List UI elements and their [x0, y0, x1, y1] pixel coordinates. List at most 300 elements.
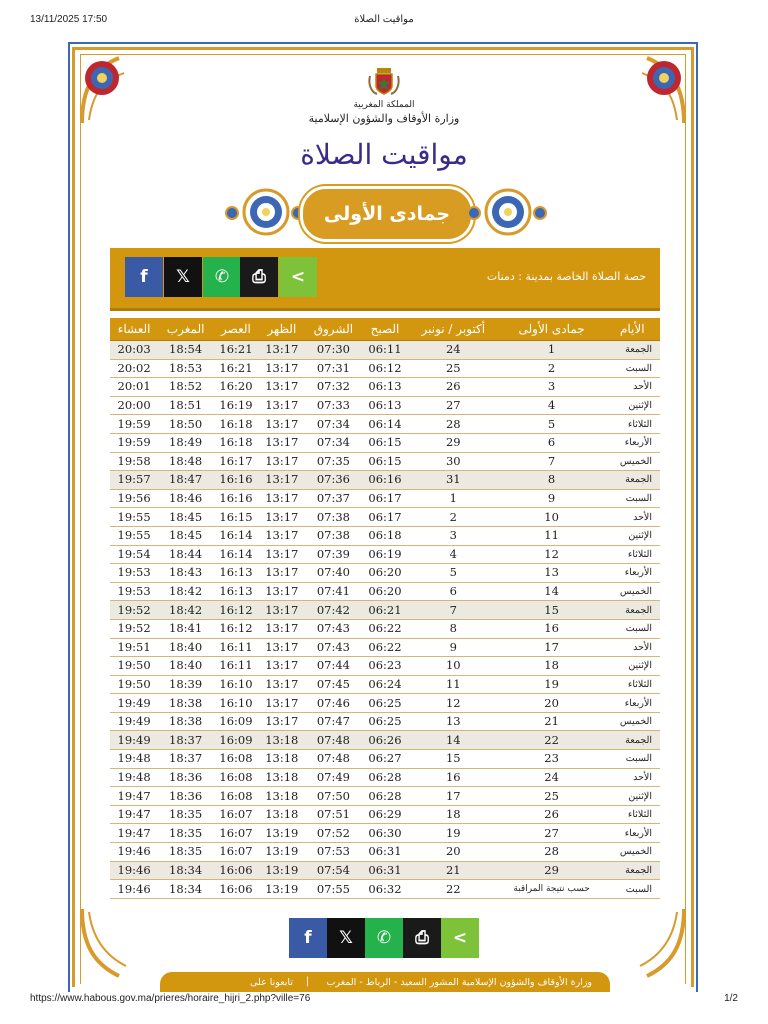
- table-cell: 19:47: [110, 787, 158, 806]
- table-cell: 06:17: [362, 489, 408, 508]
- table-cell: 13:17: [259, 452, 305, 471]
- table-cell: 13:18: [259, 768, 305, 787]
- table-cell: الإثنين: [604, 396, 660, 415]
- table-cell: 13:19: [259, 880, 305, 899]
- table-cell: 14: [499, 582, 605, 601]
- table-cell: 22: [408, 880, 499, 899]
- table-cell: 06:28: [362, 768, 408, 787]
- table-cell: 16:19: [213, 396, 259, 415]
- table-cell: 13:19: [259, 824, 305, 843]
- table-cell: 07:35: [305, 452, 362, 471]
- table-cell: 13:18: [259, 805, 305, 824]
- table-cell: الجمعة: [604, 601, 660, 620]
- table-cell: 06:25: [362, 712, 408, 731]
- table-cell: 19:57: [110, 471, 158, 490]
- table-cell: 19:55: [110, 526, 158, 545]
- table-cell: 16:12: [213, 619, 259, 638]
- table-cell: 16:10: [213, 675, 259, 694]
- table-row: [110, 750, 660, 769]
- print-page-number: 1/2: [724, 993, 738, 1004]
- table-cell: 06:25: [362, 694, 408, 713]
- table-cell: 06:12: [362, 359, 408, 378]
- table-cell: 13:17: [259, 526, 305, 545]
- table-cell: 20: [408, 843, 499, 862]
- table-row: [110, 341, 660, 360]
- table-cell: 07:53: [305, 843, 362, 862]
- table-row: [110, 880, 660, 899]
- x-icon: 𝕏: [339, 928, 353, 948]
- share-button[interactable]: [279, 257, 317, 297]
- table-cell: 19:53: [110, 582, 158, 601]
- table-row: [110, 564, 660, 583]
- table-cell: الخميس: [604, 712, 660, 731]
- table-cell: 18:45: [158, 526, 213, 545]
- table-cell: 18: [499, 657, 605, 676]
- table-cell: 10: [499, 508, 605, 527]
- table-cell: الأحد: [604, 638, 660, 657]
- table-cell: 26: [499, 805, 605, 824]
- table-cell: 06:23: [362, 657, 408, 676]
- table-cell: الإثنين: [604, 526, 660, 545]
- ministry-logo: [300, 66, 468, 125]
- table-cell: 07:36: [305, 471, 362, 490]
- table-cell: 16:14: [213, 545, 259, 564]
- table-cell: 29: [499, 861, 605, 880]
- facebook-icon: f: [140, 267, 148, 287]
- corner-ornament-icon: [622, 48, 692, 128]
- table-cell: 19:49: [110, 712, 158, 731]
- table-cell: 16:12: [213, 601, 259, 620]
- table-cell: 13:19: [259, 843, 305, 862]
- table-cell: 16:13: [213, 582, 259, 601]
- table-cell: 18:43: [158, 564, 213, 583]
- table-cell: 13:17: [259, 619, 305, 638]
- table-cell: 06:20: [362, 564, 408, 583]
- table-cell: 20:03: [110, 341, 158, 360]
- table-cell: 20:01: [110, 378, 158, 397]
- table-cell: 4: [499, 396, 605, 415]
- table-cell: 06:18: [362, 526, 408, 545]
- table-cell: 06:30: [362, 824, 408, 843]
- table-cell: الأربعاء: [604, 824, 660, 843]
- table-cell: 13:17: [259, 471, 305, 490]
- table-cell: 07:43: [305, 638, 362, 657]
- table-cell: 29: [408, 433, 499, 452]
- table-cell: 14: [408, 731, 499, 750]
- table-cell: 19:49: [110, 731, 158, 750]
- table-row: [110, 526, 660, 545]
- hijri-month-badge: جمادى الأولى: [300, 186, 474, 242]
- table-cell: 07:43: [305, 619, 362, 638]
- table-cell: 13:17: [259, 508, 305, 527]
- table-cell: 5: [499, 415, 605, 434]
- table-cell: الأربعاء: [604, 433, 660, 452]
- table-cell: 06:31: [362, 861, 408, 880]
- table-cell: 13:17: [259, 694, 305, 713]
- table-cell: 18:39: [158, 675, 213, 694]
- table-cell: 13:17: [259, 564, 305, 583]
- table-row: [110, 805, 660, 824]
- table-cell: الخميس: [604, 582, 660, 601]
- table-cell: 07:54: [305, 861, 362, 880]
- table-cell: 16: [499, 619, 605, 638]
- table-cell: 07:51: [305, 805, 362, 824]
- table-cell: 07:50: [305, 787, 362, 806]
- table-cell: 16:06: [213, 861, 259, 880]
- table-cell: 15: [499, 601, 605, 620]
- table-cell: 9: [408, 638, 499, 657]
- table-cell: 06:22: [362, 619, 408, 638]
- table-cell: 13:17: [259, 675, 305, 694]
- corner-ornament-icon: [622, 904, 692, 984]
- table-cell: 06:16: [362, 471, 408, 490]
- table-cell: 06:11: [362, 341, 408, 360]
- table-cell: 19: [408, 824, 499, 843]
- table-cell: 28: [499, 843, 605, 862]
- column-header: العشاء: [110, 318, 158, 341]
- table-row: [110, 378, 660, 397]
- dot-ornament-icon: [532, 205, 548, 221]
- table-cell: 18:37: [158, 750, 213, 769]
- table-cell: 18:48: [158, 452, 213, 471]
- share-button-bottom[interactable]: [441, 918, 479, 958]
- table-cell: 18:40: [158, 657, 213, 676]
- table-row: [110, 694, 660, 713]
- whatsapp-share-button-bottom[interactable]: [365, 918, 403, 958]
- table-row: [110, 843, 660, 862]
- table-row: [110, 768, 660, 787]
- table-cell: 19:58: [110, 452, 158, 471]
- table-cell: الأربعاء: [604, 694, 660, 713]
- table-cell: 19:59: [110, 415, 158, 434]
- table-cell: 16:15: [213, 508, 259, 527]
- table-cell: الأحد: [604, 508, 660, 527]
- table-cell: 12: [499, 545, 605, 564]
- table-cell: 18:35: [158, 805, 213, 824]
- table-cell: 18:36: [158, 787, 213, 806]
- table-row: [110, 415, 660, 434]
- table-cell: السبت: [604, 619, 660, 638]
- table-cell: 07:34: [305, 433, 362, 452]
- table-cell: 13:17: [259, 341, 305, 360]
- table-cell: 19:46: [110, 861, 158, 880]
- coat-of-arms-icon: [367, 66, 401, 96]
- table-cell: 07:40: [305, 564, 362, 583]
- table-cell: الجمعة: [604, 861, 660, 880]
- table-cell: 19:54: [110, 545, 158, 564]
- table-cell: 18:34: [158, 880, 213, 899]
- table-cell: الجمعة: [604, 731, 660, 750]
- ministry-name: وزارة الأوقاف والشؤون الإسلامية: [308, 112, 460, 125]
- table-cell: الجمعة: [604, 471, 660, 490]
- table-cell: 13:17: [259, 638, 305, 657]
- table-cell: 18:42: [158, 601, 213, 620]
- table-cell: 16:21: [213, 359, 259, 378]
- city-label: حصة الصلاة الخاصة بمدينة : دمنات: [486, 270, 646, 283]
- table-cell: 18:35: [158, 824, 213, 843]
- table-cell: 19:47: [110, 805, 158, 824]
- column-header: الأيام: [604, 318, 660, 341]
- table-cell: 16:09: [213, 712, 259, 731]
- table-cell: 16:11: [213, 657, 259, 676]
- table-cell: 3: [408, 526, 499, 545]
- table-cell: 16:16: [213, 471, 259, 490]
- table-cell: الإثنين: [604, 787, 660, 806]
- table-cell: 07:48: [305, 731, 362, 750]
- table-cell: 28: [408, 415, 499, 434]
- table-cell: 18:41: [158, 619, 213, 638]
- table-cell: 23: [499, 750, 605, 769]
- table-cell: 13:17: [259, 396, 305, 415]
- table-cell: 07:44: [305, 657, 362, 676]
- column-header: المغرب: [158, 318, 213, 341]
- table-cell: 16:07: [213, 843, 259, 862]
- table-cell: 06:27: [362, 750, 408, 769]
- table-cell: 20: [499, 694, 605, 713]
- table-cell: 13:17: [259, 378, 305, 397]
- table-cell: 18:51: [158, 396, 213, 415]
- table-cell: 16:14: [213, 526, 259, 545]
- table-cell: 06:26: [362, 731, 408, 750]
- table-cell: 18:38: [158, 712, 213, 731]
- table-cell: 13:17: [259, 712, 305, 731]
- table-cell: 18: [408, 805, 499, 824]
- table-cell: 21: [408, 861, 499, 880]
- table-cell: 18:47: [158, 471, 213, 490]
- table-cell: 20:02: [110, 359, 158, 378]
- table-cell: 06:22: [362, 638, 408, 657]
- table-cell: 16: [408, 768, 499, 787]
- table-cell: السبت: [604, 750, 660, 769]
- table-row: [110, 545, 660, 564]
- table-cell: 8: [499, 471, 605, 490]
- table-cell: 07:46: [305, 694, 362, 713]
- table-cell: 1: [499, 341, 605, 360]
- table-row: [110, 861, 660, 880]
- table-cell: 19:48: [110, 768, 158, 787]
- kingdom-name: المملكة المغربية: [353, 100, 415, 110]
- table-cell: 20:00: [110, 396, 158, 415]
- table-row: [110, 787, 660, 806]
- table-cell: 13:17: [259, 582, 305, 601]
- table-cell: 07:52: [305, 824, 362, 843]
- table-cell: 06:21: [362, 601, 408, 620]
- x-share-button-bottom[interactable]: [327, 918, 365, 958]
- whatsapp-share-button[interactable]: [203, 257, 241, 297]
- footer-separator: |: [306, 976, 310, 987]
- table-cell: 16:16: [213, 489, 259, 508]
- table-row: [110, 601, 660, 620]
- table-cell: 13:17: [259, 433, 305, 452]
- facebook-share-button[interactable]: [125, 257, 163, 297]
- table-cell: السبت: [604, 489, 660, 508]
- table-cell: الثلاثاء: [604, 415, 660, 434]
- table-row: [110, 396, 660, 415]
- table-cell: الأحد: [604, 768, 660, 787]
- table-cell: 24: [408, 341, 499, 360]
- table-cell: 22: [499, 731, 605, 750]
- table-cell: 21: [499, 712, 605, 731]
- table-cell: 06:29: [362, 805, 408, 824]
- table-row: [110, 824, 660, 843]
- table-cell: 19:53: [110, 564, 158, 583]
- table-cell: 19:52: [110, 601, 158, 620]
- table-cell: 07:33: [305, 396, 362, 415]
- x-icon: 𝕏: [176, 267, 190, 287]
- table-cell: 16:21: [213, 341, 259, 360]
- table-row: [110, 712, 660, 731]
- table-cell: 18:42: [158, 582, 213, 601]
- table-cell: 13:17: [259, 415, 305, 434]
- table-cell: 16:08: [213, 787, 259, 806]
- table-row: [110, 638, 660, 657]
- table-cell: 06:32: [362, 880, 408, 899]
- table-cell: 16:10: [213, 694, 259, 713]
- table-cell: 19:56: [110, 489, 158, 508]
- table-cell: 06:20: [362, 582, 408, 601]
- table-cell: 07:38: [305, 508, 362, 527]
- table-cell: 07:38: [305, 526, 362, 545]
- table-cell: 16:06: [213, 880, 259, 899]
- table-cell: 06:17: [362, 508, 408, 527]
- table-cell: 25: [408, 359, 499, 378]
- table-cell: 8: [408, 619, 499, 638]
- table-cell: الأحد: [604, 378, 660, 397]
- table-cell: 06:14: [362, 415, 408, 434]
- table-row: [110, 582, 660, 601]
- whatsapp-icon: ✆: [214, 267, 230, 287]
- table-body: [110, 341, 660, 899]
- table-cell: 26: [408, 378, 499, 397]
- table-cell: 06:28: [362, 787, 408, 806]
- table-cell: 19:48: [110, 750, 158, 769]
- table-cell: 16:20: [213, 378, 259, 397]
- table-cell: 16:07: [213, 824, 259, 843]
- table-cell: 13:17: [259, 359, 305, 378]
- print-button-bottom[interactable]: [403, 918, 441, 958]
- corner-ornament-icon: [74, 48, 144, 128]
- table-cell: الثلاثاء: [604, 675, 660, 694]
- table-cell: 18:35: [158, 843, 213, 862]
- table-cell: 13: [408, 712, 499, 731]
- table-header-row: [110, 318, 660, 341]
- table-cell: 07:41: [305, 582, 362, 601]
- table-cell: 07:45: [305, 675, 362, 694]
- rosette-ornament-icon: [242, 188, 290, 236]
- column-header: الظهر: [259, 318, 305, 341]
- table-row: [110, 731, 660, 750]
- table-cell: 07:32: [305, 378, 362, 397]
- table-cell: 13:18: [259, 750, 305, 769]
- table-cell: 07:37: [305, 489, 362, 508]
- page-title: مواقيت الصلاة: [300, 138, 468, 171]
- table-cell: 18:40: [158, 638, 213, 657]
- table-cell: 07:55: [305, 880, 362, 899]
- table-cell: 19:50: [110, 657, 158, 676]
- table-cell: 07:34: [305, 415, 362, 434]
- table-cell: 07:47: [305, 712, 362, 731]
- table-cell: 19:49: [110, 694, 158, 713]
- table-cell: 15: [408, 750, 499, 769]
- table-row: [110, 359, 660, 378]
- print-datetime: 13/11/2025 17:50: [30, 14, 108, 25]
- table-cell: 13:17: [259, 601, 305, 620]
- column-header: العصر: [213, 318, 259, 341]
- table-cell: 6: [499, 433, 605, 452]
- table-cell: 18:45: [158, 508, 213, 527]
- table-cell: 16:07: [213, 805, 259, 824]
- table-cell: 7: [408, 601, 499, 620]
- table-cell: الأربعاء: [604, 564, 660, 583]
- table-cell: 16:11: [213, 638, 259, 657]
- table-cell: 7: [499, 452, 605, 471]
- x-share-button[interactable]: [164, 257, 202, 297]
- table-cell: حسب نتيجة المراقبة: [499, 880, 605, 899]
- table-cell: 16:17: [213, 452, 259, 471]
- table-cell: 2: [408, 508, 499, 527]
- print-button[interactable]: [240, 257, 278, 297]
- corner-ornament-icon: [74, 904, 144, 984]
- table-cell: 18:36: [158, 768, 213, 787]
- table-cell: 19:50: [110, 675, 158, 694]
- table-cell: 06:31: [362, 843, 408, 862]
- dot-ornament-icon: [224, 205, 240, 221]
- table-cell: 24: [499, 768, 605, 787]
- table-cell: 16:13: [213, 564, 259, 583]
- table-cell: 11: [408, 675, 499, 694]
- table-cell: 06:15: [362, 433, 408, 452]
- table-cell: 06:19: [362, 545, 408, 564]
- table-cell: 18:34: [158, 861, 213, 880]
- table-cell: 07:30: [305, 341, 362, 360]
- table-row: [110, 508, 660, 527]
- table-cell: 06:15: [362, 452, 408, 471]
- table-cell: 17: [408, 787, 499, 806]
- share-icon: <: [452, 928, 468, 948]
- table-cell: 07:31: [305, 359, 362, 378]
- table-cell: 19:46: [110, 880, 158, 899]
- table-cell: 27: [408, 396, 499, 415]
- print-page-title: مواقيت الصلاة: [354, 14, 414, 25]
- table-cell: 4: [408, 545, 499, 564]
- prayer-times-table: [110, 318, 660, 899]
- table-cell: 18:52: [158, 378, 213, 397]
- table-cell: 06:13: [362, 378, 408, 397]
- table-cell: الثلاثاء: [604, 545, 660, 564]
- table-cell: 18:50: [158, 415, 213, 434]
- whatsapp-icon: ✆: [376, 928, 392, 948]
- table-cell: 19:52: [110, 619, 158, 638]
- table-cell: 07:48: [305, 750, 362, 769]
- table-cell: السبت: [604, 359, 660, 378]
- table-cell: 13:19: [259, 861, 305, 880]
- site-footer: [160, 972, 610, 992]
- table-cell: 07:49: [305, 768, 362, 787]
- table-cell: 18:53: [158, 359, 213, 378]
- table-cell: 19:46: [110, 843, 158, 862]
- dot-ornament-icon: [466, 205, 482, 221]
- table-cell: 13:17: [259, 545, 305, 564]
- table-cell: 12: [408, 694, 499, 713]
- table-cell: الإثنين: [604, 657, 660, 676]
- table-cell: 19:51: [110, 638, 158, 657]
- column-header: الصبح: [362, 318, 408, 341]
- table-cell: 10: [408, 657, 499, 676]
- table-cell: 27: [499, 824, 605, 843]
- column-header: أكتوبر / نونبر: [408, 318, 499, 341]
- footer-follow-label: تابعونا على: [250, 977, 293, 988]
- facebook-share-button-bottom[interactable]: [289, 918, 327, 958]
